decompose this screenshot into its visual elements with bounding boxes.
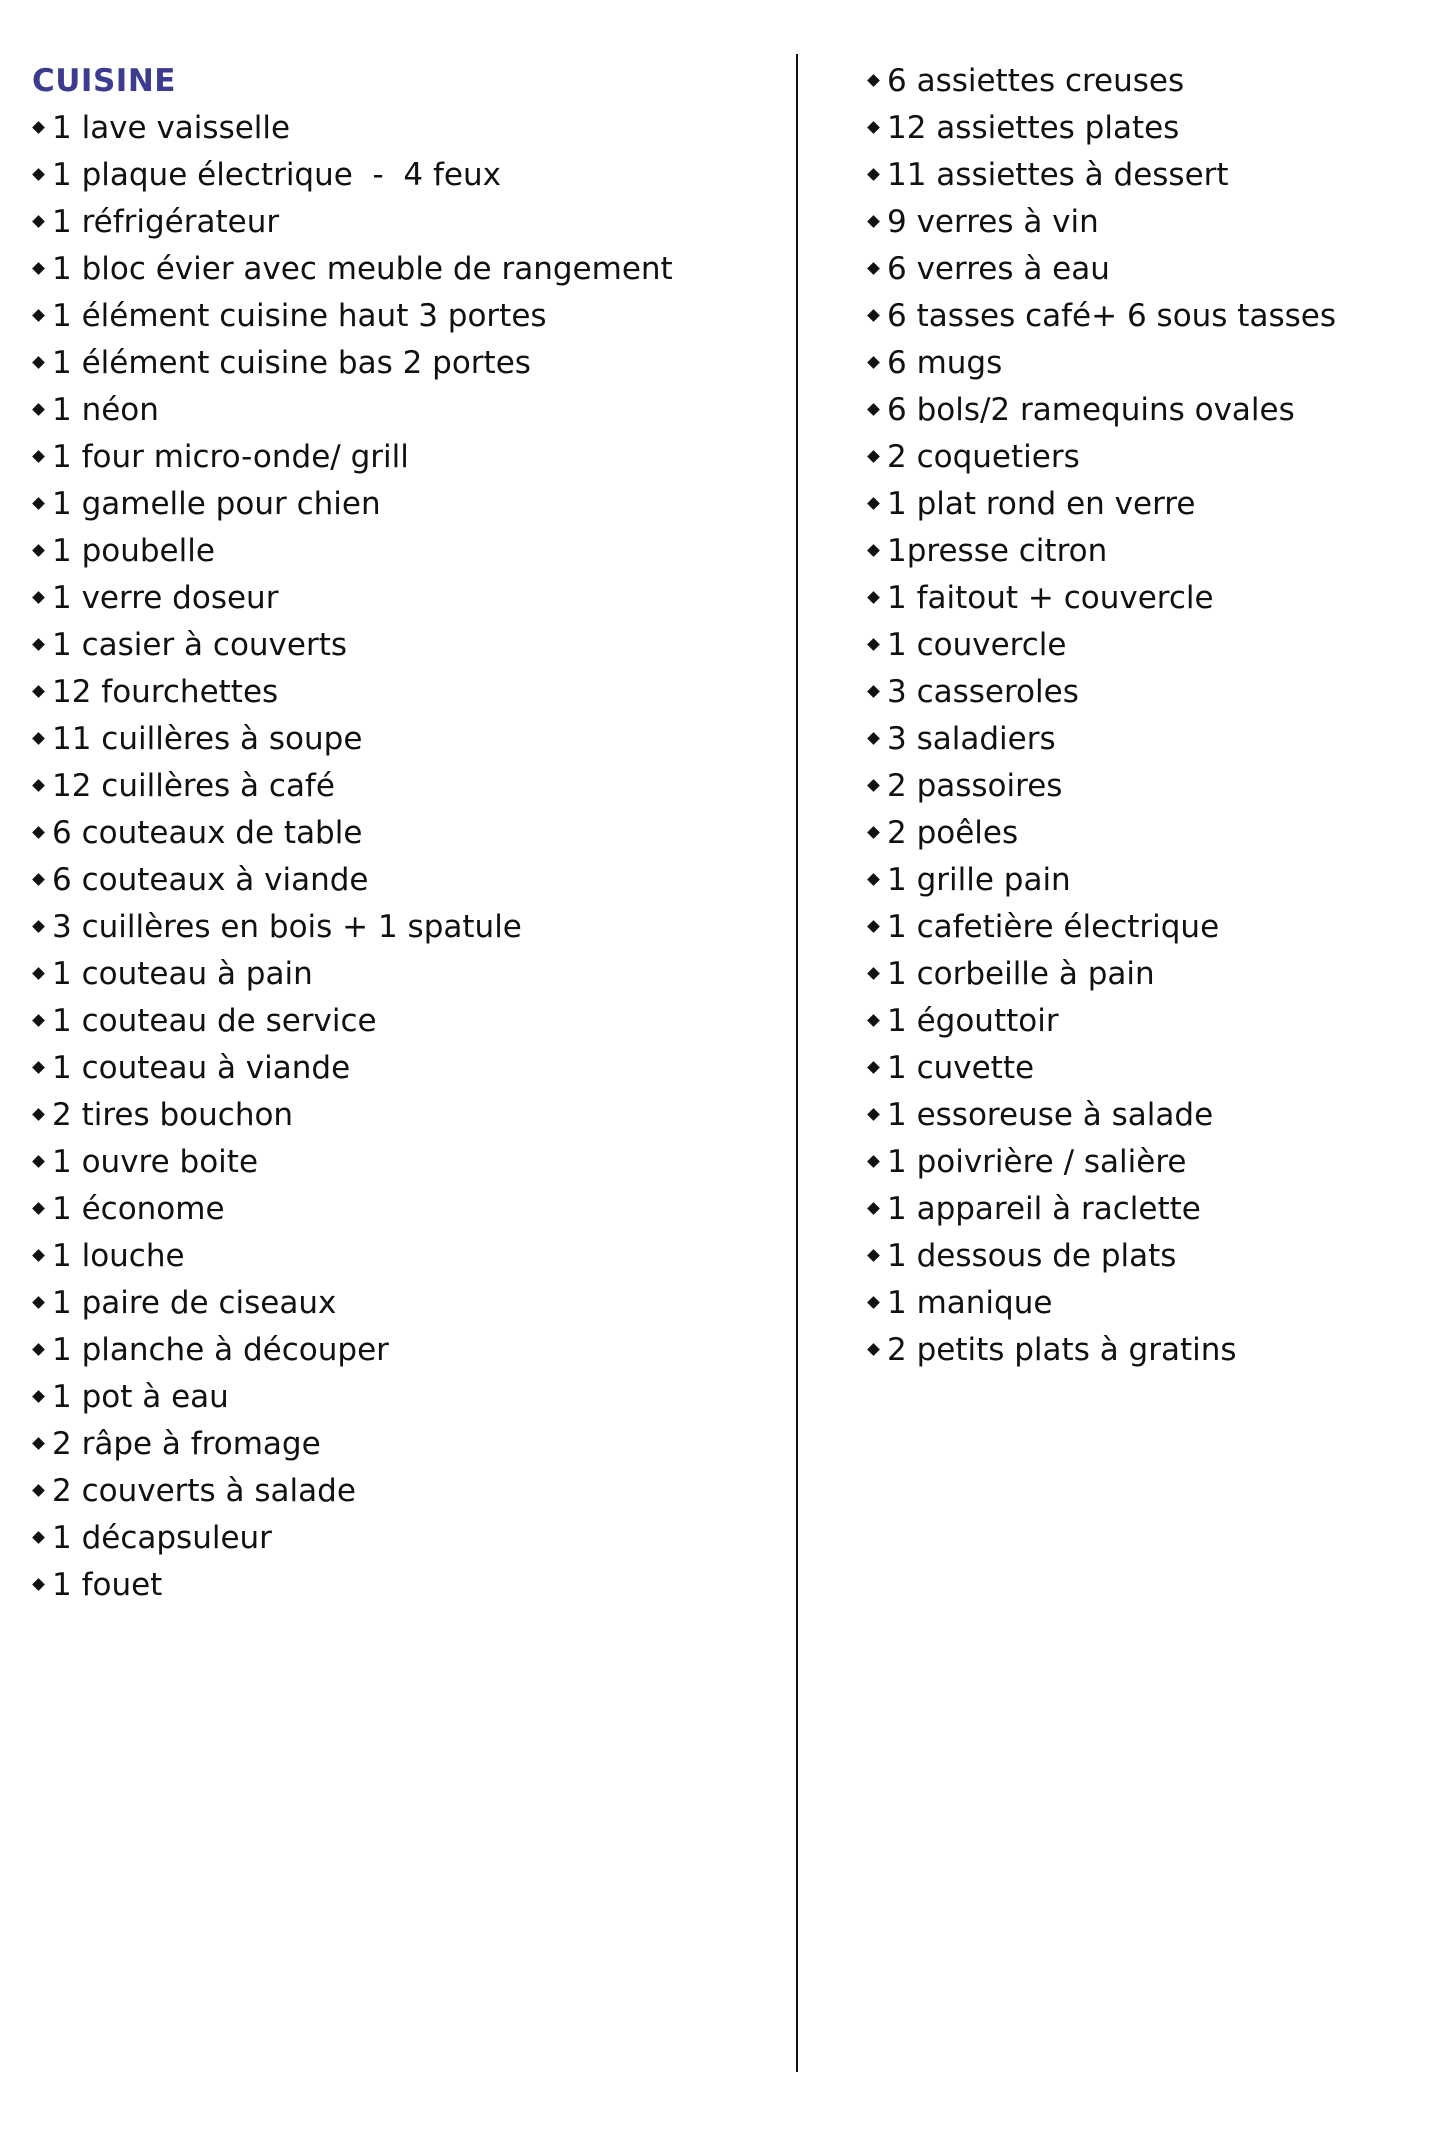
list-item bbox=[867, 716, 1427, 763]
list-item-label: 1 lave vaisselle bbox=[52, 110, 291, 146]
list-item bbox=[32, 857, 772, 904]
list-item-label: 2 tires bouchon bbox=[52, 1097, 294, 1133]
diamond-bullet-icon bbox=[867, 544, 880, 557]
list-item-label: 1 néon bbox=[52, 392, 159, 428]
diamond-bullet-icon bbox=[867, 497, 880, 510]
diamond-bullet-icon bbox=[32, 215, 45, 228]
list-item-label: 1 cafetière électrique bbox=[887, 909, 1220, 945]
list-item bbox=[867, 810, 1427, 857]
list-item-label: 1 pot à eau bbox=[52, 1379, 229, 1415]
diamond-bullet-icon bbox=[32, 1343, 45, 1356]
list-item-label: 6 couteaux à viande bbox=[52, 862, 369, 898]
list-item-label: 1 ouvre boite bbox=[52, 1144, 259, 1180]
list-item-label: 1 louche bbox=[52, 1238, 185, 1274]
list-item bbox=[867, 575, 1427, 622]
list-item bbox=[32, 340, 772, 387]
list-item bbox=[32, 1139, 772, 1186]
list-item bbox=[867, 152, 1427, 199]
list-item-label: 11 assiettes à dessert bbox=[887, 157, 1229, 193]
diamond-bullet-icon bbox=[32, 1578, 45, 1591]
diamond-bullet-icon bbox=[32, 1202, 45, 1215]
diamond-bullet-icon bbox=[32, 685, 45, 698]
list-item bbox=[32, 434, 772, 481]
list-item-label: 1 planche à découper bbox=[52, 1332, 389, 1368]
list-item bbox=[867, 951, 1427, 998]
list-item-label: 6 mugs bbox=[887, 345, 1003, 381]
diamond-bullet-icon bbox=[867, 1202, 880, 1215]
list-item bbox=[867, 434, 1427, 481]
list-item bbox=[867, 1327, 1427, 1374]
list-item-label: 1 décapsuleur bbox=[52, 1520, 272, 1556]
list-item bbox=[32, 998, 772, 1045]
list-item bbox=[32, 199, 772, 246]
list-item-label: 1 économe bbox=[52, 1191, 225, 1227]
diamond-bullet-icon bbox=[867, 74, 880, 87]
list-item bbox=[867, 58, 1427, 105]
list-item-label: 1 paire de ciseaux bbox=[52, 1285, 337, 1321]
diamond-bullet-icon bbox=[32, 638, 45, 651]
list-item-label: 1 gamelle pour chien bbox=[52, 486, 381, 522]
diamond-bullet-icon bbox=[867, 685, 880, 698]
diamond-bullet-icon bbox=[32, 1061, 45, 1074]
list-item bbox=[32, 1562, 772, 1609]
list-item bbox=[867, 763, 1427, 810]
list-item bbox=[867, 105, 1427, 152]
diamond-bullet-icon bbox=[867, 1343, 880, 1356]
list-item-label: 1 élément cuisine haut 3 portes bbox=[52, 298, 547, 334]
diamond-bullet-icon bbox=[867, 1296, 880, 1309]
list-item-label: 1 égouttoir bbox=[887, 1003, 1059, 1039]
list-item bbox=[32, 1374, 772, 1421]
diamond-bullet-icon bbox=[867, 826, 880, 839]
diamond-bullet-icon bbox=[867, 638, 880, 651]
list-item bbox=[32, 716, 772, 763]
column-divider bbox=[796, 54, 798, 2072]
diamond-bullet-icon bbox=[867, 309, 880, 322]
list-item-label: 12 cuillères à café bbox=[52, 768, 335, 804]
list-item-label: 1 plat rond en verre bbox=[887, 486, 1196, 522]
diamond-bullet-icon bbox=[32, 591, 45, 604]
diamond-bullet-icon bbox=[867, 121, 880, 134]
list-item-label: 1 poubelle bbox=[52, 533, 215, 569]
list-item-label: 1 poivrière / salière bbox=[887, 1144, 1187, 1180]
list-item-label: 2 couverts à salade bbox=[52, 1473, 356, 1509]
diamond-bullet-icon bbox=[867, 450, 880, 463]
diamond-bullet-icon bbox=[32, 121, 45, 134]
list-item-label: 1 couteau à viande bbox=[52, 1050, 351, 1086]
list-item bbox=[867, 998, 1427, 1045]
diamond-bullet-icon bbox=[32, 1249, 45, 1262]
right-column bbox=[867, 58, 1427, 1374]
list-item-label: 12 assiettes plates bbox=[887, 110, 1180, 146]
list-item bbox=[32, 1468, 772, 1515]
list-item bbox=[32, 1045, 772, 1092]
list-item-label: 2 râpe à fromage bbox=[52, 1426, 321, 1462]
list-item bbox=[32, 387, 772, 434]
list-item bbox=[867, 340, 1427, 387]
list-item bbox=[32, 528, 772, 575]
diamond-bullet-icon bbox=[867, 403, 880, 416]
list-item-label: 1 bloc évier avec meuble de rangement bbox=[52, 251, 673, 287]
diamond-bullet-icon bbox=[32, 967, 45, 980]
diamond-bullet-icon bbox=[867, 779, 880, 792]
list-item-label: 1 couvercle bbox=[887, 627, 1067, 663]
diamond-bullet-icon bbox=[32, 497, 45, 510]
diamond-bullet-icon bbox=[867, 591, 880, 604]
diamond-bullet-icon bbox=[32, 1014, 45, 1027]
list-item-label: 12 fourchettes bbox=[52, 674, 279, 710]
list-item bbox=[867, 669, 1427, 716]
diamond-bullet-icon bbox=[32, 1437, 45, 1450]
list-item-label: 6 verres à eau bbox=[887, 251, 1110, 287]
list-item bbox=[32, 669, 772, 716]
list-item bbox=[32, 481, 772, 528]
list-item-label: 1 essoreuse à salade bbox=[887, 1097, 1214, 1133]
list-item-label: 1 plaque électrique - 4 feux bbox=[52, 157, 501, 193]
list-item-label: 1 manique bbox=[887, 1285, 1053, 1321]
diamond-bullet-icon bbox=[32, 309, 45, 322]
diamond-bullet-icon bbox=[32, 779, 45, 792]
diamond-bullet-icon bbox=[32, 732, 45, 745]
list-item bbox=[32, 763, 772, 810]
list-item bbox=[32, 1092, 772, 1139]
list-item-label: 2 poêles bbox=[887, 815, 1019, 851]
list-item bbox=[867, 199, 1427, 246]
diamond-bullet-icon bbox=[867, 920, 880, 933]
list-item-label: 1 casier à couverts bbox=[52, 627, 348, 663]
list-item-label: 11 cuillères à soupe bbox=[52, 721, 363, 757]
list-item-label: 1presse citron bbox=[887, 533, 1108, 569]
list-item-label: 2 coquetiers bbox=[887, 439, 1080, 475]
list-item bbox=[867, 857, 1427, 904]
diamond-bullet-icon bbox=[867, 168, 880, 181]
diamond-bullet-icon bbox=[32, 450, 45, 463]
list-item-label: 1 cuvette bbox=[887, 1050, 1035, 1086]
list-item-label: 1 verre doseur bbox=[52, 580, 279, 616]
list-item-label: 1 dessous de plats bbox=[887, 1238, 1177, 1274]
list-item bbox=[867, 1280, 1427, 1327]
diamond-bullet-icon bbox=[32, 1531, 45, 1544]
list-item bbox=[867, 1233, 1427, 1280]
list-item-label: 1 faitout + couvercle bbox=[887, 580, 1214, 616]
diamond-bullet-icon bbox=[32, 826, 45, 839]
list-item-label: 6 bols/2 ramequins ovales bbox=[887, 392, 1295, 428]
diamond-bullet-icon bbox=[32, 1484, 45, 1497]
list-item-label: 1 couteau à pain bbox=[52, 956, 313, 992]
list-item bbox=[32, 904, 772, 951]
list-item bbox=[32, 1421, 772, 1468]
diamond-bullet-icon bbox=[867, 873, 880, 886]
list-item-label: 3 cuillères en bois + 1 spatule bbox=[52, 909, 522, 945]
diamond-bullet-icon bbox=[32, 544, 45, 557]
list-item-label: 2 passoires bbox=[887, 768, 1063, 804]
list-item bbox=[32, 293, 772, 340]
diamond-bullet-icon bbox=[867, 1014, 880, 1027]
diamond-bullet-icon bbox=[32, 262, 45, 275]
list-item-label: 1 élément cuisine bas 2 portes bbox=[52, 345, 531, 381]
diamond-bullet-icon bbox=[867, 215, 880, 228]
diamond-bullet-icon bbox=[867, 1249, 880, 1262]
list-item-label: 1 four micro-onde/ grill bbox=[52, 439, 409, 475]
list-item-label: 1 réfrigérateur bbox=[52, 204, 280, 240]
section-title: CUISINE bbox=[32, 63, 176, 99]
list-item-label: 3 saladiers bbox=[887, 721, 1056, 757]
diamond-bullet-icon bbox=[867, 1155, 880, 1168]
list-item bbox=[32, 246, 772, 293]
diamond-bullet-icon bbox=[32, 1390, 45, 1403]
list-item bbox=[867, 622, 1427, 669]
list-item bbox=[32, 810, 772, 857]
list-item bbox=[32, 1280, 772, 1327]
list-item-label: 1 grille pain bbox=[887, 862, 1071, 898]
list-item bbox=[32, 951, 772, 998]
list-item-label: 6 tasses café+ 6 sous tasses bbox=[887, 298, 1336, 334]
list-item bbox=[867, 293, 1427, 340]
list-item bbox=[32, 622, 772, 669]
list-item-label: 1 fouet bbox=[52, 1567, 163, 1603]
list-item-label: 3 casseroles bbox=[887, 674, 1079, 710]
list-item bbox=[867, 528, 1427, 575]
diamond-bullet-icon bbox=[32, 403, 45, 416]
diamond-bullet-icon bbox=[867, 967, 880, 980]
diamond-bullet-icon bbox=[867, 262, 880, 275]
list-item bbox=[32, 1186, 772, 1233]
left-column bbox=[32, 58, 772, 1609]
diamond-bullet-icon bbox=[32, 168, 45, 181]
list-item bbox=[32, 105, 772, 152]
list-item bbox=[867, 481, 1427, 528]
list-item bbox=[867, 246, 1427, 293]
list-item-label: 6 couteaux de table bbox=[52, 815, 363, 851]
diamond-bullet-icon bbox=[32, 356, 45, 369]
list-item bbox=[32, 575, 772, 622]
diamond-bullet-icon bbox=[32, 1108, 45, 1121]
list-item-label: 1 corbeille à pain bbox=[887, 956, 1155, 992]
list-item bbox=[32, 1233, 772, 1280]
diamond-bullet-icon bbox=[867, 1061, 880, 1074]
list-item bbox=[867, 1045, 1427, 1092]
list-item bbox=[32, 152, 772, 199]
list-item-label: 9 verres à vin bbox=[887, 204, 1099, 240]
diamond-bullet-icon bbox=[867, 356, 880, 369]
list-item-label: 6 assiettes creuses bbox=[887, 63, 1185, 99]
list-item-label: 1 couteau de service bbox=[52, 1003, 377, 1039]
list-item bbox=[32, 1327, 772, 1374]
list-item bbox=[867, 904, 1427, 951]
list-item bbox=[867, 1186, 1427, 1233]
diamond-bullet-icon bbox=[867, 1108, 880, 1121]
list-item-label: 1 appareil à raclette bbox=[887, 1191, 1201, 1227]
list-item-label: 2 petits plats à gratins bbox=[887, 1332, 1237, 1368]
list-item bbox=[867, 387, 1427, 434]
list-item bbox=[32, 1515, 772, 1562]
list-item bbox=[867, 1139, 1427, 1186]
list-item bbox=[867, 1092, 1427, 1139]
diamond-bullet-icon bbox=[32, 1155, 45, 1168]
diamond-bullet-icon bbox=[32, 1296, 45, 1309]
diamond-bullet-icon bbox=[32, 920, 45, 933]
diamond-bullet-icon bbox=[32, 873, 45, 886]
diamond-bullet-icon bbox=[867, 732, 880, 745]
